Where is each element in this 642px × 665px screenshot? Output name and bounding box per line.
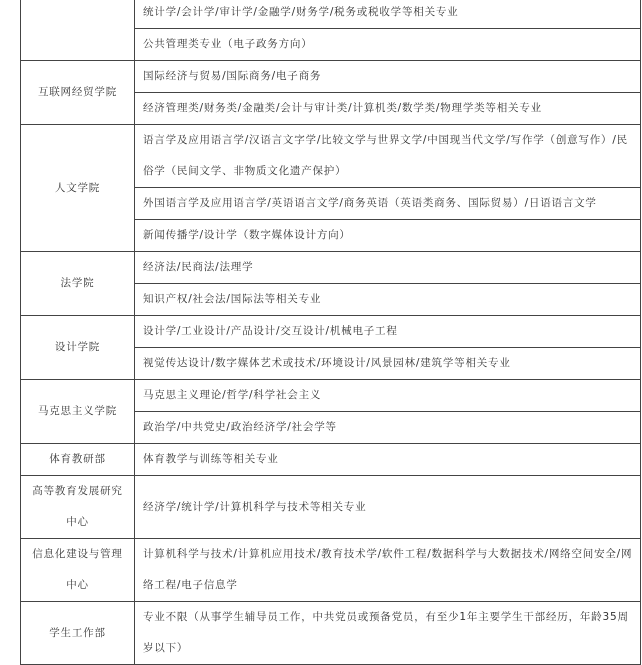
major-cell: 经济学/统计学/计算机科学与技术等相关专业 [135,476,641,539]
table-row [21,539,641,602]
table-row [21,0,641,29]
department-cell: 学生工作部 [21,602,135,665]
major-cell: 新闻传播学/设计学（数字媒体设计方向） [135,220,641,252]
table-row [21,125,641,188]
major-cell: 专业不限（从事学生辅导员工作，中共党员或预备党员，有至少1年主要学生干部经历，年龄35周岁以下） [135,602,641,665]
majors-table [20,0,641,665]
department-cell: 法学院 [21,252,135,316]
department-cell: 信息化建设与管理中心 [21,539,135,602]
table-row [21,252,641,284]
major-cell: 视觉传达设计/数字媒体艺术或技术/环境设计/风景园林/建筑学等相关专业 [135,348,641,380]
major-cell: 国际经济与贸易/国际商务/电子商务 [135,61,641,93]
department-cell: 马克思主义学院 [21,380,135,444]
major-cell: 语言学及应用语言学/汉语言文字学/比较文学与世界文学/中国现当代文学/写作学（创意写作）/民俗学（民间文学、非物质文化遗产保护） [135,125,641,188]
major-cell: 统计学/会计学/审计学/金融学/财务学/税务或税收学等相关专业 [135,0,641,29]
major-cell: 政治学/中共党史/政治经济学/社会学等 [135,412,641,444]
department-cell [21,0,135,61]
major-cell: 体育教学与训练等相关专业 [135,444,641,476]
major-cell: 计算机科学与技术/计算机应用技术/教育技术学/软件工程/数据科学与大数据技术/网络空间安全/网络工程/电子信息学 [135,539,641,602]
table-row [21,476,641,539]
department-cell: 互联网经贸学院 [21,61,135,125]
major-cell: 马克思主义理论/哲学/科学社会主义 [135,380,641,412]
major-cell: 外国语言学及应用语言学/英语语言文学/商务英语（英语类商务、国际贸易）/日语语言文学 [135,188,641,220]
table-row [21,444,641,476]
major-cell: 设计学/工业设计/产品设计/交互设计/机械电子工程 [135,316,641,348]
department-cell: 人文学院 [21,125,135,252]
table-row [21,602,641,665]
table-row [21,316,641,348]
majors-table-body [21,0,641,665]
department-cell: 体育教研部 [21,444,135,476]
department-cell: 设计学院 [21,316,135,380]
table-row [21,61,641,93]
table-row [21,380,641,412]
major-cell: 公共管理类专业（电子政务方向） [135,29,641,61]
department-cell: 高等教育发展研究中心 [21,476,135,539]
major-cell: 经济管理类/财务类/金融类/会计与审计类/计算机类/数学类/物理学类等相关专业 [135,93,641,125]
major-cell: 经济法/民商法/法理学 [135,252,641,284]
major-cell: 知识产权/社会法/国际法等相关专业 [135,284,641,316]
